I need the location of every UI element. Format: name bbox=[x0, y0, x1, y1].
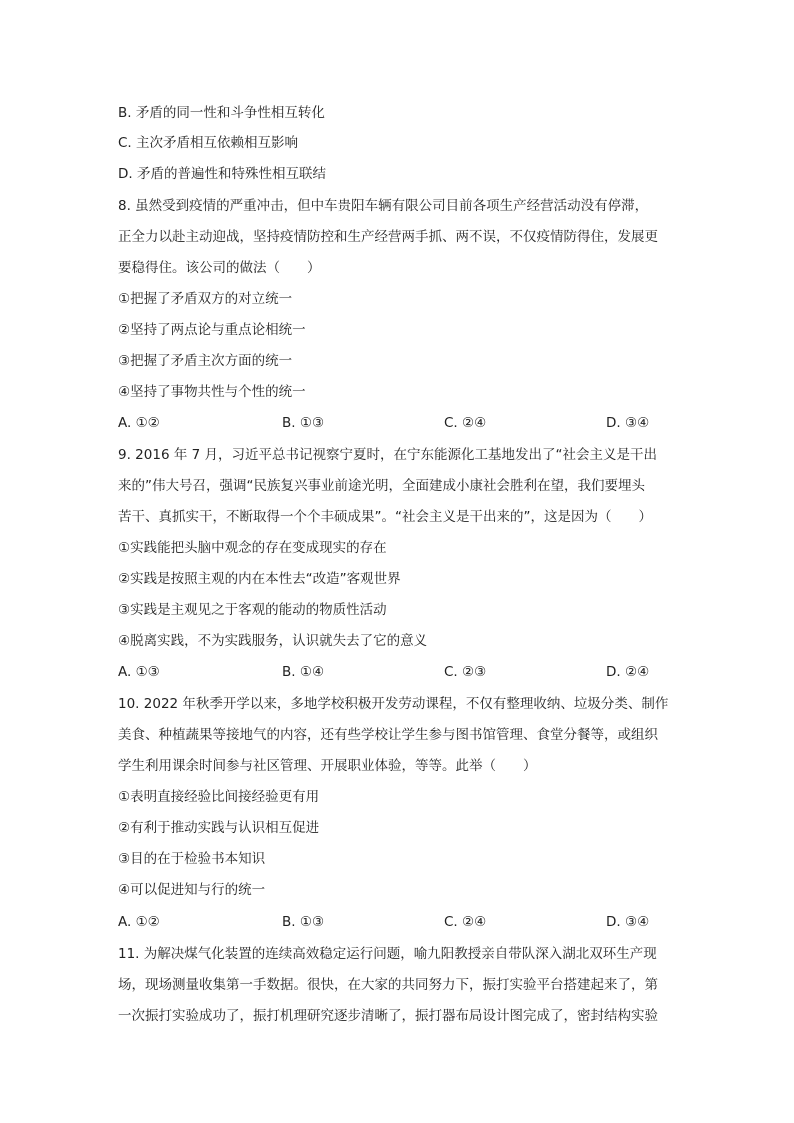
q11-stem-line2: 场，现场测量收集第一手数据。很快，在大家的共同努力下，振打实验平台搭建起来了，第 bbox=[118, 977, 658, 993]
option-c-prev: C. 主次矛盾相互依赖相互影响 bbox=[118, 135, 299, 151]
q8-option-c: C. ②④ bbox=[444, 415, 487, 431]
q8-option-d: D. ③④ bbox=[606, 415, 650, 431]
q11-stem-line1: 11. 为解决煤气化装置的连续高效稳定运行问题，喻九阳教授亲自带队深入湖北双环生产现 bbox=[118, 946, 657, 962]
q10-stem-line1: 10. 2022 年秋季开学以来，多地学校积极开发劳动课程，不仅有整理收纳、垃圾分类、制作 bbox=[118, 696, 669, 712]
q9-statement-2: ②实践是按照主观的内在本性去“改造”客观世界 bbox=[118, 571, 401, 587]
q11-stem-line3: 一次振打实验成功了，振打机理研究逐步清晰了，振打器布局设计图完成了，密封结构实验 bbox=[118, 1008, 658, 1024]
q10-option-d: D. ③④ bbox=[606, 914, 650, 930]
option-b-prev: B. 矛盾的同一性和斗争性相互转化 bbox=[118, 105, 325, 121]
q9-stem-line1: 9. 2016 年 7 月，习近平总书记视察宁夏时，在宁东能源化工基地发出了“社会主义是干出 bbox=[118, 447, 657, 463]
q10-option-b: B. ①③ bbox=[282, 914, 325, 930]
q10-statement-3: ③目的在于检验书本知识 bbox=[118, 851, 266, 867]
q8-statement-1: ①把握了矛盾双方的对立统一 bbox=[118, 291, 293, 307]
q9-statement-4: ④脱离实践，不为实践服务，认识就失去了它的意义 bbox=[118, 633, 428, 649]
q9-option-c: C. ②③ bbox=[444, 664, 487, 680]
q8-statement-2: ②坚持了两点论与重点论相统一 bbox=[118, 322, 306, 338]
q10-stem-line3: 学生利用课余时间参与社区管理、开展职业体验，等等。此举（ ） bbox=[118, 758, 537, 774]
q10-option-a: A. ①② bbox=[118, 914, 160, 930]
q8-statement-3: ③把握了矛盾主次方面的统一 bbox=[118, 353, 293, 369]
q8-stem-line2: 正全力以赴主动迎战，坚持疫情防控和生产经营两手抓、两不误，不仅疫情防得住，发展更 bbox=[118, 229, 658, 245]
q8-stem-line1: 8. 虽然受到疫情的严重冲击，但中车贵阳车辆有限公司目前各项生产经营活动没有停滞， bbox=[118, 198, 649, 214]
q9-option-d: D. ②④ bbox=[606, 664, 650, 680]
q9-statement-1: ①实践能把头脑中观念的存在变成现实的存在 bbox=[118, 540, 387, 556]
q8-option-b: B. ①③ bbox=[282, 415, 325, 431]
q10-option-c: C. ②④ bbox=[444, 914, 487, 930]
q8-statement-4: ④坚持了事物共性与个性的统一 bbox=[118, 384, 306, 400]
q9-statement-3: ③实践是主观见之于客观的能动的物质性活动 bbox=[118, 602, 387, 618]
q10-statement-4: ④可以促进知与行的统一 bbox=[118, 882, 266, 898]
q9-stem-line3: 苦干、真抓实干，不断取得一个个丰硕成果”。“社会主义是干出来的”，这是因为（ ） bbox=[118, 509, 652, 525]
q10-statement-1: ①表明直接经验比间接经验更有用 bbox=[118, 789, 320, 805]
q9-option-a: A. ①③ bbox=[118, 664, 160, 680]
q10-statement-2: ②有利于推动实践与认识相互促进 bbox=[118, 820, 320, 836]
q9-stem-line2: 来的”伟大号召，强调“民族复兴事业前途光明，全面建成小康社会胜利在望，我们要埋头 bbox=[118, 478, 645, 494]
option-d-prev: D. 矛盾的普遍性和特殊性相互联结 bbox=[118, 166, 326, 182]
q8-stem-line3: 要稳得住。该公司的做法（ ） bbox=[118, 260, 321, 276]
q10-stem-line2: 美食、种植蔬果等接地气的内容，还有些学校让学生参与图书馆管理、食堂分餐等，或组织 bbox=[118, 727, 658, 743]
q8-option-a: A. ①② bbox=[118, 415, 160, 431]
q9-option-b: B. ①④ bbox=[282, 664, 325, 680]
